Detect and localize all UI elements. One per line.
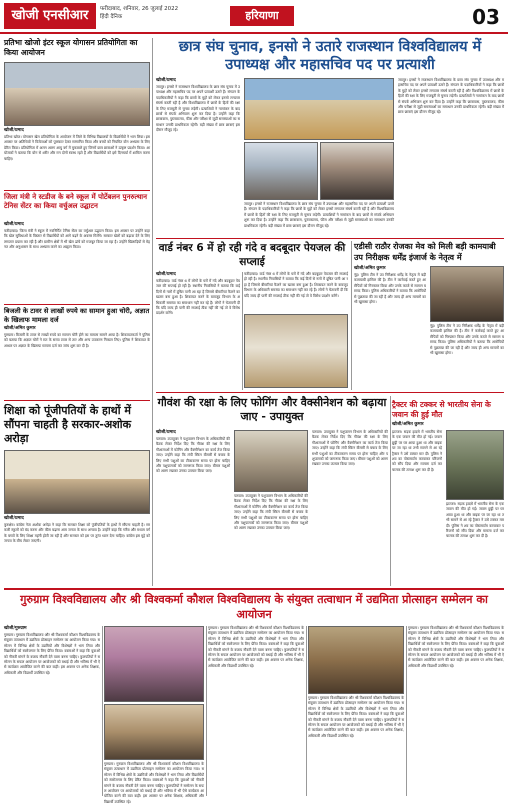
story-9-photo-soldier	[446, 430, 504, 500]
dateline	[100, 5, 178, 21]
page-number: 03	[472, 5, 500, 29]
story-9-body-continued: झज्जर। सड़क हादसे में भारतीय सेना के एक जवान की मौत हो गई। जवान छुट्टी पर घर आया हुआ था और बाइक पर जा रहा था तभी सामने से आ रहे ट्रैक्टर ने उसे टक्कर मार दी। पुलिस ने शव का पोस्टमार्टम करवाकर परिजनों को सौंप दिया और मामला दर्ज कर चालक की तलाश शुरू कर दी है।	[446, 502, 504, 539]
story-2-headline: जिला मंत्री ने स्टडीज के बने स्कूल में पोर्टेबलन पुनरुत्थान टेनिस सेंटर का किया वर्चुअल उद्घाटन	[4, 193, 148, 210]
column-rule	[102, 626, 103, 796]
story-5-photo-campus	[244, 78, 394, 140]
story-5-body: जयपुर। इनसो ने राजस्थान विश्वविद्यालय के छात्र संघ चुनाव में उपाध्यक्ष और महासचिव पद पर अपने प्रत्याशी उतारे हैं। संगठन के पदाधिकारियों ने कहा कि छात्रों के मुद्दों को लेकर इनसो लगातार संघर्ष करती रही है और विश्वविद्यालय में छात्रों के हितों की रक्षा के लिए मजबूती से चुनाव लड़ेगी। प्रत्याशियों ने नामांकन के बाद छात्रों से संपर्क अभियान शुरू कर दिया है। उन्होंने कहा कि छात्रावास, पुस्तकालय, फीस और परीक्षा से जुड़ी समस्याओं का समाधान उनकी प्राथमिकता रहेगी। बड़ी संख्या में छात्र छात्राएं इस दौरान मौजूद रहे।	[156, 85, 240, 133]
column-rule	[306, 626, 307, 796]
story-6-body-continued: फरीदाबाद। वार्ड नंबर 6 में लोगों के घरों में गंदे और बदबूदार पेयजल की सप्लाई हो रही है। स्थानीय निवासियों ने बताया कि कई दिनों से नलों में दूषित पानी आ रहा है जिससे बीमारियां फैलने का खतरा बना हुआ है। शिकायत करने के बावजूद विभाग के अधिकारी समस्या का समाधान नहीं कर रहे हैं। लोगों ने चेतावनी दी कि यदि जल्द ही पानी की सप्लाई ठीक नहीं की गई तो वे विरोध प्रदर्शन करेंगे।	[244, 272, 348, 298]
story-10-body-column-3: गुरुग्राम। गुरुग्राम विश्वविद्यालय और श्री विश्वकर्मा कौशल विश्वविद्यालय के संयुक्त तत्वाधान में उद्यमिता प्रोत्साहन सम्मेलन का आयोजन किया गया। सम्मेलन में विभिन्न क्षेत्रों के उद्यमियों और विशेषज्ञों ने भाग लिया और विद्यार्थियों को स्वरोजगार के लिए प्रेरित किया। वक्ताओं ने कहा कि युवाओं को नौकरी मांगने के बजाय नौकरी देने वाला बनना चाहिए। कुलपतियों ने सम्मेलन के सफल आयोजन पर आयोजकों को बधाई दी और भविष्य में भी ऐसे कार्यक्रम आयोजित करने की बात कही। इस अवसर पर अनेक शिक्षक, अधिकारी और विद्यार्थी उपस्थित रहे।	[208, 626, 304, 668]
story-9-body: झज्जर। सड़क हादसे में भारतीय सेना के एक जवान की मौत हो गई। जवान छुट्टी पर घर आया हुआ था और बाइक पर जा रहा था तभी सामने से आ रहे ट्रैक्टर ने उसे टक्कर मार दी। पुलिस ने शव का पोस्टमार्टम करवाकर परिजनों को सौंप दिया और मामला दर्ज कर चालक की तलाश शुरू कर दी है।	[392, 430, 442, 472]
story-6-body: फरीदाबाद। वार्ड नंबर 6 में लोगों के घरों में गंदे और बदबूदार पेयजल की सप्लाई हो रही है। स्थानीय निवासियों ने बताया कि कई दिनों से नलों में दूषित पानी आ रहा है जिससे बीमारियां फैलने का खतरा बना हुआ है। शिकायत करने के बावजूद विभाग के अधिकारी समस्या का समाधान नहीं कर रहे हैं। लोगों ने चेतावनी दी कि यदि जल्द ही पानी की सप्लाई ठीक नहीं की गई तो वे विरोध प्रदर्शन करेंगे।	[156, 279, 240, 316]
story-4-body: कुरुक्षेत्र। कांग्रेस नेता अशोक अरोड़ा ने कहा कि सरकार शिक्षा को पूंजीपतियों के हाथों में सौंपना चाहती है। सरकारी स्कूलों को बंद करना और फीस बढ़ाना आम जनता के साथ अन्याय है। उन्होंने कहा कि गरीब और मध्यम वर्ग के बच्चों के लिए शिक्षा महंगी होती जा रही है और सरकार को इस पर तुरंत ध्यान देना चाहिए। कांग्रेस इस मुद्दे को जनता के बीच लेकर जाएगी।	[4, 523, 150, 544]
story-4-headline: शिक्षा को पूंजीपतियों के हाथों में सौंपना चाहती है सरकार-अशोक अरोड़ा	[4, 404, 132, 445]
column-rule	[242, 272, 243, 390]
story-10-body-continued: गुरुग्राम। गुरुग्राम विश्वविद्यालय और श्री विश्वकर्मा कौशल विश्वविद्यालय के संयुक्त तत्वाधान में उद्यमिता प्रोत्साहन सम्मेलन का आयोजन किया गया। सम्मेलन में विभिन्न क्षेत्रों के उद्यमियों और विशेषज्ञों ने भाग लिया और विद्यार्थियों को स्वरोजगार के लिए प्रेरित किया। वक्ताओं ने कहा कि युवाओं को नौकरी मांगने के बजाय नौकरी देने वाला बनना चाहिए। कुलपतियों ने सम्मेलन के सफल आयोजन पर आयोजकों को बधाई दी और भविष्य में भी ऐसे कार्यक्रम आयोजित करने की बात कही। इस अवसर पर अनेक शिक्षक, अधिकारी और विद्यार्थी उपस्थित रहे।	[104, 762, 204, 804]
section-name: हरियाणा	[230, 6, 294, 26]
story-5-body-column-3: जयपुर। इनसो ने राजस्थान विश्वविद्यालय के छात्र संघ चुनाव में उपाध्यक्ष और महासचिव पद पर अपने प्रत्याशी उतारे हैं। संगठन के पदाधिकारियों ने कहा कि छात्रों के मुद्दों को लेकर इनसो लगातार संघर्ष करती रही है और विश्वविद्यालय में छात्रों के हितों की रक्षा के लिए मजबूती से चुनाव लड़ेगी। प्रत्याशियों ने नामांकन के बाद छात्रों से संपर्क अभियान शुरू कर दिया है। उन्होंने कहा कि छात्रावास, पुस्तकालय, फीस और परीक्षा से जुड़ी समस्याओं का समाधान उनकी प्राथमिकता रहेगी। बड़ी संख्या में छात्र छात्राएं इस दौरान मौजूद रहे।	[398, 78, 505, 115]
divider	[156, 238, 504, 239]
story-9-headline: ट्रैक्टर की टक्कर से भारतीय सेना के जवान की हुई मौत	[392, 400, 491, 419]
story-6-headline: वार्ड नंबर 6 में हो रही गंदे व बदबूदार पेयजल की सप्लाई	[158, 242, 346, 268]
story-5-photo-candidate-1	[244, 142, 318, 200]
dateline-date: फरीदाबाद, शनिवार, 26 जुलाई 2022	[100, 6, 179, 12]
masthead	[0, 0, 508, 34]
story-3-headline: बिजली के टावर से लाखों रुपये का सामान हुआ चोरी, अज्ञात के खिलाफ मामला दर्ज	[4, 307, 150, 324]
story-10-body-column-4: गुरुग्राम। गुरुग्राम विश्वविद्यालय और श्री विश्वकर्मा कौशल विश्वविद्यालय के संयुक्त तत्वाधान में उद्यमिता प्रोत्साहन सम्मेलन का आयोजन किया गया। सम्मेलन में विभिन्न क्षेत्रों के उद्यमियों और विशेषज्ञों ने भाग लिया और विद्यार्थियों को स्वरोजगार के लिए प्रेरित किया। वक्ताओं ने कहा कि युवाओं को नौकरी मांगने के बजाय नौकरी देने वाला बनना चाहिए। कुलपतियों ने सम्मेलन के सफल आयोजन पर आयोजकों को बधाई दी और भविष्य में भी ऐसे कार्यक्रम आयोजित करने की बात कही। इस अवसर पर अनेक शिक्षक, अधिकारी और विद्यार्थी उपस्थित रहे।	[308, 696, 404, 738]
column-rule	[406, 626, 407, 796]
story-4-byline: खोजी/प्रमाद	[4, 516, 24, 521]
story-6-photo-water	[244, 314, 348, 388]
story-7-photo	[430, 266, 504, 322]
divider	[4, 190, 150, 191]
story-3-body: गुरुग्राम। बिजली के टावर से लाखों रुपये का सामान चोरी होने का मामला सामने आया है। शिकायतकर्ता ने पुलिस को बताया कि अज्ञात चोरों ने रात के समय टावर से तार और अन्य उपकरण निकाल लिए। पुलिस ने शिकायत के आधार पर अज्ञात के खिलाफ मामला दर्ज कर जांच शुरू कर दी है।	[4, 333, 150, 348]
story-8-headline: गौवंश की रक्षा के लिए फोगिंग और वैक्सीनेशन को बढ़ाया जाए - उपायुक्त	[157, 396, 387, 423]
story-8-body: पलवल। उपायुक्त ने पशुपालन विभाग के अधिकारियों की बैठक लेकर निर्देश दिए कि गौवंश की रक्षा के लिए गौशालाओं में फोगिंग और वैक्सीनेशन का कार्य तेज किया जाए। उन्होंने कहा कि लंपी स्किन बीमारी से बचाव के लिए सभी पशुओं का टीकाकरण समय पर होना चाहिए और पशुपालकों को जागरूक किया जाए। बीमार पशुओं को अलग रखकर उनका उपचार किया जाए।	[156, 437, 230, 474]
story-3-byline: खोजी/अमित कुमार	[4, 326, 36, 331]
story-7-body-continued: नूंह। पुलिस टीम ने उप निरीक्षक धर्मेंद्र के नेतृत्व में बड़ी कामयाबी हासिल की है। टीम ने कार्रवाई करते हुए आरोपियों को गिरफ्तार किया और उनके कब्जे से सामान बरामद किया। पुलिस अधिकारियों ने बताया कि आरोपियों से पूछताछ की जा रही है और जल्द ही अन्य मामलों का भी खुलासा होगा।	[430, 324, 504, 356]
story-7-byline: खोजी/अमित कुमार	[354, 266, 386, 271]
story-5-byline: खोजी/प्रमाद	[156, 78, 176, 83]
story-8-photo	[234, 430, 308, 492]
dateline-edition: हिंदी दैनिक	[100, 14, 123, 20]
story-2-byline: खोजी/प्रमाद	[4, 222, 24, 227]
column-rule	[390, 396, 391, 586]
story-5-body-continued: जयपुर। इनसो ने राजस्थान विश्वविद्यालय के छात्र संघ चुनाव में उपाध्यक्ष और महासचिव पद पर अपने प्रत्याशी उतारे हैं। संगठन के पदाधिकारियों ने कहा कि छात्रों के मुद्दों को लेकर इनसो लगातार संघर्ष करती रही है और विश्वविद्यालय में छात्रों के हितों की रक्षा के लिए मजबूती से चुनाव लड़ेगी। प्रत्याशियों ने नामांकन के बाद छात्रों से संपर्क अभियान शुरू कर दिया है। उन्होंने कहा कि छात्रावास, पुस्तकालय, फीस और परीक्षा से जुड़ी समस्याओं का समाधान उनकी प्राथमिकता रहेगी। बड़ी संख्या में छात्र छात्राएं इस दौरान मौजूद रहे।	[244, 202, 394, 228]
story-10-photo-guests	[308, 626, 404, 694]
story-7-body: नूंह। पुलिस टीम ने उप निरीक्षक धर्मेंद्र के नेतृत्व में बड़ी कामयाबी हासिल की है। टीम ने कार्रवाई करते हुए आरोपियों को गिरफ्तार किया और उनके कब्जे से सामान बरामद किया। पुलिस अधिकारियों ने बताया कि आरोपियों से पूछताछ की जा रही है और जल्द ही अन्य मामलों का भी खुलासा होगा।	[354, 273, 426, 305]
divider	[4, 588, 504, 590]
story-10-photo-audience	[104, 704, 204, 760]
divider	[4, 304, 150, 305]
story-10-byline: खोजी/गुरुग्राम	[4, 626, 27, 631]
story-1-byline: खोजी/प्रमाद	[4, 128, 24, 133]
story-5-headline: छात्र संघ चुनाव, इनसो ने उतारे राजस्थान विश्वविद्यालय में उपाध्यक्ष और महासचिव पद पर प्रत्याशी	[178, 39, 482, 73]
divider	[156, 392, 504, 393]
story-1-body: प्रतिभा खोज। योगासन खेल प्रतियोगिता के आयोजन में जिले के विभिन्न विद्यालयों के विद्यार्थियों ने भाग लिया। इस अवसर पर अतिथियों ने विजेताओं को पुरस्कार देकर सम्मानित किया और बच्चों को नियमित योग अभ्यास के लिए प्रेरित किया। प्रतियोगिता में अलग अलग आयु वर्ग में मुकाबले हुए जिनमें छात्र छात्राओं ने उत्कृष्ट प्रदर्शन किया। आयोजकों ने बताया कि योग से शरीर और मन दोनों स्वस्थ रहते हैं और विद्यार्थियों को इसे दिनचर्या में शामिल करना चाहिए।	[4, 135, 150, 161]
story-2-body: फरीदाबाद। जिला मंत्री ने स्कूल में नवनिर्मित टेनिस सेंटर का वर्चुअल उद्घाटन किया। इस अवसर पर उन्होंने कहा कि खेल सुविधाओं के विस्तार से विद्यार्थियों को आगे बढ़ने के अवसर मिलेंगे। सरकार खेलों को बढ़ावा देने के लिए लगातार प्रयास कर रही है और ग्रामीण क्षेत्रों में भी खेल ढांचे को मजबूत किया जा रहा है। उन्होंने खिलाड़ियों से मेहनत और अनुशासन के साथ अभ्यास करने का आह्वान किया।	[4, 229, 150, 250]
story-10-body-column-5: गुरुग्राम। गुरुग्राम विश्वविद्यालय और श्री विश्वकर्मा कौशल विश्वविद्यालय के संयुक्त तत्वाधान में उद्यमिता प्रोत्साहन सम्मेलन का आयोजन किया गया। सम्मेलन में विभिन्न क्षेत्रों के उद्यमियों और विशेषज्ञों ने भाग लिया और विद्यार्थियों को स्वरोजगार के लिए प्रेरित किया। वक्ताओं ने कहा कि युवाओं को नौकरी मांगने के बजाय नौकरी देने वाला बनना चाहिए। कुलपतियों ने सम्मेलन के सफल आयोजन पर आयोजकों को बधाई दी और भविष्य में भी ऐसे कार्यक्रम आयोजित करने की बात कही। इस अवसर पर अनेक शिक्षक, अधिकारी और विद्यार्थी उपस्थित रहे।	[408, 626, 504, 668]
newspaper-logo: खोजी एनसीआर	[4, 3, 96, 29]
story-7-headline: एडीसी राठौर रोजका मेव को मिली बड़ी कामयाबी उप निरीक्षक धर्मेंद्र इंजार्ज के नेतृत्व में	[354, 242, 496, 262]
story-10-headline: गुरुग्राम विश्वविद्यालय और श्री विश्वकर्मा कौशल विश्वविद्यालय के संयुक्त तत्वाधान में उद्यमिता प्रोत्साहन सम्मेलन का आयोजन	[20, 593, 488, 621]
story-1-photo	[4, 62, 150, 126]
story-10-photo-stage	[104, 626, 204, 702]
story-8-body-column-3: पलवल। उपायुक्त ने पशुपालन विभाग के अधिकारियों की बैठक लेकर निर्देश दिए कि गौवंश की रक्षा के लिए गौशालाओं में फोगिंग और वैक्सीनेशन का कार्य तेज किया जाए। उन्होंने कहा कि लंपी स्किन बीमारी से बचाव के लिए सभी पशुओं का टीकाकरण समय पर होना चाहिए और पशुपालकों को जागरूक किया जाए। बीमार पशुओं को अलग रखकर उनका उपचार किया जाए।	[312, 430, 388, 467]
story-4-photo	[4, 450, 150, 514]
column-rule	[206, 626, 207, 796]
story-8-body-continued: पलवल। उपायुक्त ने पशुपालन विभाग के अधिकारियों की बैठक लेकर निर्देश दिए कि गौवंश की रक्षा के लिए गौशालाओं में फोगिंग और वैक्सीनेशन का कार्य तेज किया जाए। उन्होंने कहा कि लंपी स्किन बीमारी से बचाव के लिए सभी पशुओं का टीकाकरण समय पर होना चाहिए और पशुपालकों को जागरूक किया जाए। बीमार पशुओं को अलग रखकर उनका उपचार किया जाए।	[234, 494, 308, 531]
story-5-photo-candidate-2	[320, 142, 394, 200]
story-9-byline: खोजी/अमित कुमार	[392, 422, 424, 427]
column-rule	[351, 241, 352, 390]
story-6-byline: खोजी/प्रमाद	[156, 272, 176, 277]
story-10-body: गुरुग्राम। गुरुग्राम विश्वविद्यालय और श्री विश्वकर्मा कौशल विश्वविद्यालय के संयुक्त तत्वाधान में उद्यमिता प्रोत्साहन सम्मेलन का आयोजन किया गया। सम्मेलन में विभिन्न क्षेत्रों के उद्यमियों और विशेषज्ञों ने भाग लिया और विद्यार्थियों को स्वरोजगार के लिए प्रेरित किया। वक्ताओं ने कहा कि युवाओं को नौकरी मांगने के बजाय नौकरी देने वाला बनना चाहिए। कुलपतियों ने सम्मेलन के सफल आयोजन पर आयोजकों को बधाई दी और भविष्य में भी ऐसे कार्यक्रम आयोजित करने की बात कही। इस अवसर पर अनेक शिक्षक, अधिकारी और विद्यार्थी उपस्थित रहे।	[4, 633, 100, 675]
story-8-byline: खोजी/प्रमाद	[156, 430, 176, 435]
column-rule	[152, 38, 153, 586]
story-1-headline: प्रतिभा खोजो इंटर स्कूल योगासन प्रतियोगिता का किया आयोजन	[4, 38, 138, 57]
divider	[4, 400, 150, 401]
